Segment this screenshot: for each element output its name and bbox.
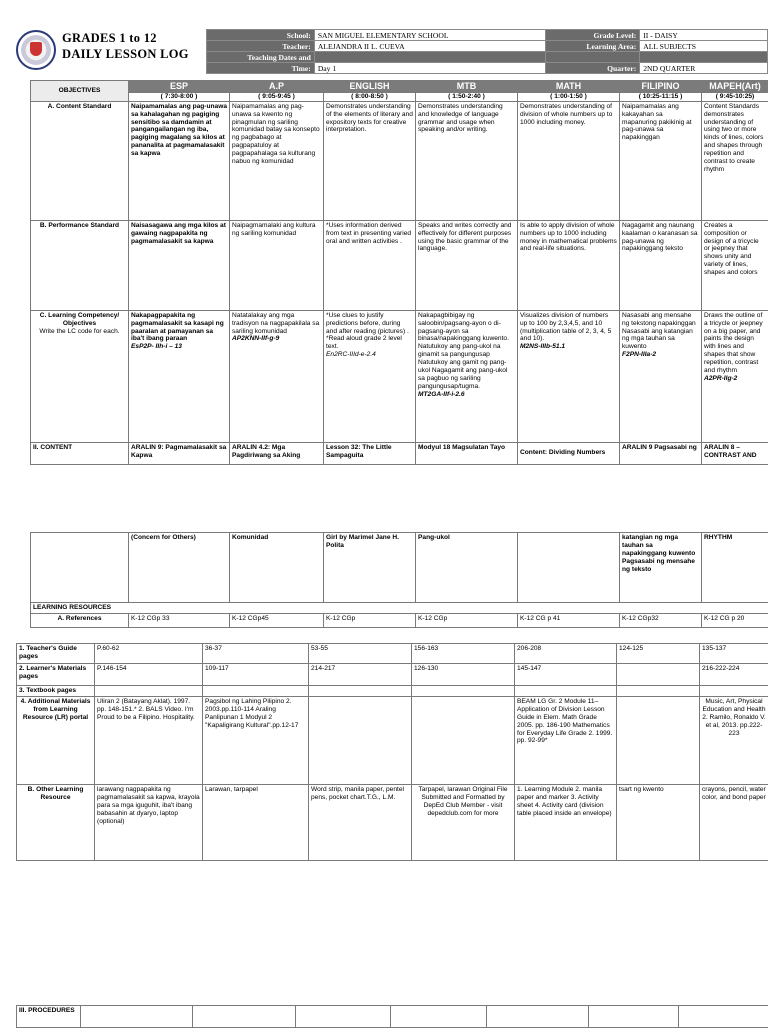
subject-time: ( 9:05-9:45 ) xyxy=(230,92,324,101)
school-value: SAN MIGUEL ELEMENTARY SCHOOL xyxy=(314,30,546,41)
subject-header: ESP xyxy=(129,81,230,93)
performance-standard-label: B. Performance Standard xyxy=(31,220,129,310)
continuation-cell xyxy=(518,533,620,603)
competency-cell xyxy=(702,310,768,442)
subject-time: ( 9:45-10:25) xyxy=(702,92,768,101)
competency-cell xyxy=(620,310,702,442)
materials-cell: 216-222-224 xyxy=(700,664,768,686)
materials-cell: P.60-62 xyxy=(95,644,203,664)
lc-code: AP2KNN-IIf-g-9 xyxy=(232,335,279,342)
competency-text: Natatalakay ang mga tradisyon na nagpapakilala sa sariling komunidad xyxy=(232,312,319,335)
title-line-1: GRADES 1 to 12 xyxy=(62,31,157,46)
materials-cell: BEAM LG Gr. 2 Module 11– Application of Division Lesson Guide in Elem. Math Grade 2005. pp. 186-190 Mathematics for Everyday Life Grade 2. 1999. pp. 92-99* xyxy=(515,696,617,784)
subject-header: MATH xyxy=(518,81,620,93)
header-info-table xyxy=(206,29,768,74)
subject-time: ( 8:00-8:50 ) xyxy=(324,92,416,101)
subject-header: A.P xyxy=(230,81,324,93)
materials-cell: Tarpapel, larawan Original File Submitted and Formatted by DepEd Club Member - visit depedclub.com for more xyxy=(412,784,515,860)
time-label: Time: xyxy=(207,63,315,74)
performance-standard-cell: Speaks and writes correctly and effectively for different purposes using the basic grammar of the language. xyxy=(416,220,518,310)
content-cell: ARALIN 4.2: Mga Pagdiriwang sa Aking xyxy=(230,442,324,464)
content-standard-cell: Naipamamalas ang pag-unawa sa kwento ng pinagmulan ng sariling komunidad batay sa konsepto ng pagbabago at pagpapatuloy at pagpapahalaga sa kulturang nabuo ng komunidad xyxy=(230,101,324,220)
content-cell: ARALIN 9: Pagmamalasakit sa Kapwa xyxy=(129,442,230,464)
materials-cell: 1. Learning Module 2. manila paper and marker 3. Activity sheet 4. Activity card (division table placed inside an envelope) xyxy=(515,784,617,860)
reference-cell: K-12 CGp xyxy=(324,613,416,627)
objectives-table xyxy=(30,80,768,465)
materials-cell xyxy=(412,696,515,784)
content-cell: ARALIN 8 – CONTRAST AND xyxy=(702,442,768,464)
procedures-cell xyxy=(679,1006,768,1028)
performance-standard-cell: *Uses information derived from text in presenting varied oral and written activities . xyxy=(324,220,416,310)
day-value: Day 1 xyxy=(314,63,546,74)
competency-label: C. Learning Competency/ Objectives xyxy=(33,312,126,328)
grade-level-value: II - DAISY xyxy=(640,30,768,41)
reference-cell: K-12 CGp32 xyxy=(620,613,702,627)
materials-cell: 135-137 xyxy=(700,644,768,664)
competency-cell xyxy=(230,310,324,442)
subject-header: MTB xyxy=(416,81,518,93)
teacher-label: Teacher: xyxy=(207,41,315,52)
lc-code: MT2GA-IIf-i-2.6 xyxy=(418,391,465,398)
blank-label xyxy=(546,52,640,63)
procedures-cell xyxy=(81,1006,193,1028)
materials-table xyxy=(16,643,768,861)
content-standard-cell: Demonstrates understanding of division of whole numbers up to 1000 including money. xyxy=(518,101,620,220)
procedures-cell xyxy=(391,1006,487,1028)
teaching-dates-label: Teaching Dates and xyxy=(207,52,315,63)
content-standard-cell: Content Standards demonstrates understanding of using two or more kinds of lines, colors and shapes through repetition and contrast to create rhythm xyxy=(702,101,768,220)
content-standard-cell: Naipamamalas ang pag-unawa sa kahalagahan ng pagiging sensitibo sa damdamin at pangangailangan ng iba, pagiging magalang sa kilos at pananalita at pagmamalasakit sa kapwa xyxy=(129,101,230,220)
competency-text: Draws the outline of a tricycle or jeepney on a big paper, and paints the design with lines and shapes that show repetition, contrast and rhythm xyxy=(704,312,763,374)
materials-cell xyxy=(617,664,700,686)
materials-cell: crayons, pencil, water color, and bond paper xyxy=(700,784,768,860)
school-label: School: xyxy=(207,30,315,41)
teaching-dates-spacer xyxy=(314,52,546,63)
materials-row-label: 1. Teacher's Guide pages xyxy=(17,644,95,664)
materials-cell: 145-147 xyxy=(515,664,617,686)
quarter-value: 2ND QUARTER xyxy=(640,63,768,74)
subject-time: ( 10:25-11:15 ) xyxy=(620,92,702,101)
grade-level-label: Grade Level: xyxy=(546,30,640,41)
procedures-table xyxy=(16,1005,768,1028)
subject-time: ( 7:30-8:00 ) xyxy=(129,92,230,101)
performance-standard-cell: Naipagmamalaki ang kultura ng sariling komunidad xyxy=(230,220,324,310)
content-standard-cell: Naipamamalas ang kakayahan sa mapanuring pakikinig at pag-unawa sa napakinggan xyxy=(620,101,702,220)
materials-cell: larawang nagpapakita ng pagmamalasakit sa kapwa, krayola para sa mga iguguhit, iba't ibang babasahin at dyaryo, laptop (optional) xyxy=(95,784,203,860)
reference-cell: K-12 CGp xyxy=(416,613,518,627)
continuation-cell: Komunidad xyxy=(230,533,324,603)
procedures-label: III. PROCEDURES xyxy=(17,1006,81,1028)
materials-cell xyxy=(95,686,203,697)
materials-cell: Uliran 2 (Batayang Aklat). 1997. pp. 148-151.* 2. BALS Video. I'm Proud to be a Filipino. Hospitality. xyxy=(95,696,203,784)
materials-cell: Word strip, manila paper, pentel pens, pocket chart.T.G., L.M. xyxy=(309,784,412,860)
materials-cell xyxy=(617,686,700,697)
performance-standard-cell: Is able to apply division of whole numbers up to 1000 including money in mathematical problems and real-life situations. xyxy=(518,220,620,310)
learning-resources-label: LEARNING RESOURCES xyxy=(31,603,768,614)
subject-header: ENGLISH xyxy=(324,81,416,93)
continuation-cell: RHYTHM xyxy=(702,533,768,603)
competency-text: Nakapagpapakita ng pagmamalasakit sa kasapi ng paaralan at pamayanan sa iba't ibang paraan xyxy=(131,312,224,343)
materials-cell: P.146-154 xyxy=(95,664,203,686)
quarter-label: Quarter: xyxy=(546,63,640,74)
subject-header: FILIPINO xyxy=(620,81,702,93)
competency-cell xyxy=(518,310,620,442)
subject-time: ( 1:50-2:40 ) xyxy=(416,92,518,101)
reference-cell: K-12 CG p 41 xyxy=(518,613,620,627)
learning-area-label: Learning Area: xyxy=(546,41,640,52)
materials-cell xyxy=(700,686,768,697)
materials-cell xyxy=(617,696,700,784)
materials-cell: 156-163 xyxy=(412,644,515,664)
reference-cell: K-12 CGp45 xyxy=(230,613,324,627)
content-cell: Lesson 32: The Little Sampaguita xyxy=(324,442,416,464)
materials-row-label: 2. Learner's Materials pages xyxy=(17,664,95,686)
materials-cell: 53-55 xyxy=(309,644,412,664)
content-cell: Content: Dividing Numbers xyxy=(518,442,620,464)
procedures-cell xyxy=(193,1006,296,1028)
content-cell: Modyul 18 Magsulatan Tayo xyxy=(416,442,518,464)
reference-cell: K-12 CG p 20 xyxy=(702,613,768,627)
materials-cell: 214-217 xyxy=(309,664,412,686)
lc-code: F2PN-IIIa-2 xyxy=(622,351,656,358)
materials-cell: 109-117 xyxy=(203,664,309,686)
content-cell: ARALIN 9 Pagsasabi ng xyxy=(620,442,702,464)
competency-cell xyxy=(129,310,230,442)
blank-value xyxy=(640,52,768,63)
content-standard-label: A. Content Standard xyxy=(31,101,129,220)
materials-cell: 126-130 xyxy=(412,664,515,686)
teacher-value: ALEJANDRA II L. CUEVA xyxy=(314,41,546,52)
title-line-2: DAILY LESSON LOG xyxy=(62,47,189,62)
learning-area-value: ALL SUBJECTS xyxy=(640,41,768,52)
lc-code: M2NS-IIIb-51.1 xyxy=(520,343,565,350)
competency-text: Nasasabi ang mensahe ng tekstong napakinggan Nasasabi ang katangian ng mga tauhan sa kuwento xyxy=(622,312,696,351)
procedures-cell xyxy=(296,1006,391,1028)
reference-cell: K-12 CGp 33 xyxy=(129,613,230,627)
materials-row-label: 3. Textbook pages xyxy=(17,686,95,697)
competency-sublabel: Write the LC code for each. xyxy=(33,328,126,336)
competency-cell xyxy=(324,310,416,442)
content-standard-cell: Demonstrates understanding of the elements of literary and expository texts for creative interpretation. xyxy=(324,101,416,220)
resources-table xyxy=(30,532,768,628)
objectives-header: OBJECTIVES xyxy=(31,81,129,102)
competency-label-cell xyxy=(31,310,129,442)
competency-text: Visualizes division of numbers up to 100 by 2,3,4,5, and 10 (multiplication table of 2, 3, 4, 5 and 10). xyxy=(520,312,611,343)
subject-time: ( 1:00-1:50 ) xyxy=(518,92,620,101)
materials-cell: 124-125 xyxy=(617,644,700,664)
procedures-cell xyxy=(589,1006,679,1028)
subject-header: MAPEH(Art) xyxy=(702,81,768,93)
competency-text: Nakapagbibigay ng saloobin/pagsang-ayon o di-pagsang-ayon sa binasa/napakinggang kuwento. Natutukoy ang pang-ukol na ginamit sa pangungusap Natutukoy ang gamit ng pang-ukol Nagagamit ang pang-ukol sa pagbuo ng sariling pangungusap/tugma. xyxy=(418,312,509,390)
materials-cell: tsart ng kwento xyxy=(617,784,700,860)
competency-text: *Use clues to justify predictions before, during and after reading (pictures) . *Read aloud grade 2 level text. xyxy=(326,312,409,351)
materials-cell xyxy=(515,686,617,697)
materials-cell: 206-208 xyxy=(515,644,617,664)
content-label: II. CONTENT xyxy=(31,442,129,464)
lc-code: EsP2P- IIh-i – 13 xyxy=(131,343,182,350)
materials-cell: 36-37 xyxy=(203,644,309,664)
continuation-cell: Pang-ukol xyxy=(416,533,518,603)
performance-standard-cell: Creates a composition or design of a tricycle or jeepney that shows unity and variety of lines, shapes and colors xyxy=(702,220,768,310)
materials-row-label: 4. Additional Materials from Learning Resource (LR) portal xyxy=(17,696,95,784)
procedures-cell xyxy=(487,1006,589,1028)
materials-cell: Music, Art, Physical Education and Health 2. Ramilo, Ronaldo V. et al, 2013. pp.222-223 xyxy=(700,696,768,784)
continuation-cell: (Concern for Others) xyxy=(129,533,230,603)
lc-code: En2RC-IIId-e-2.4 xyxy=(326,351,376,358)
performance-standard-cell: Nagagamit ang naunang kaalaman o karanasan sa pag-unawa ng napakinggang teksto xyxy=(620,220,702,310)
lc-code: A2PR-IIg-2 xyxy=(704,375,737,382)
content-standard-cell: Demonstrates understanding and knowledge of language grammar and usage when speaking and/or writing. xyxy=(416,101,518,220)
references-label: A. References xyxy=(31,613,129,627)
performance-standard-cell: Naisasagawa ang mga kilos at gawaing nagpapakita ng pagmamalasakit sa kapwa xyxy=(129,220,230,310)
continuation-cell: Girl by Marimel Jane H. Polita xyxy=(324,533,416,603)
materials-row-label: B. Other Learning Resource xyxy=(17,784,95,860)
materials-cell: Pagsibol ng Lahing Pilipino 2. 2003.pp.110-114 Araling Panlipunan 1 Modyul 2 "Kapaligirang Kultural".pp.12-17 xyxy=(203,696,309,784)
continuation-cell: katangian ng mga tauhan sa napakinggang kuwento Pagsasabi ng mensahe ng teksto xyxy=(620,533,702,603)
materials-cell xyxy=(412,686,515,697)
materials-cell xyxy=(309,696,412,784)
materials-cell xyxy=(309,686,412,697)
continuation-label xyxy=(31,533,129,603)
deped-seal-icon xyxy=(16,30,56,70)
materials-cell xyxy=(203,686,309,697)
competency-cell xyxy=(416,310,518,442)
materials-cell: Larawan, tarpapel xyxy=(203,784,309,860)
